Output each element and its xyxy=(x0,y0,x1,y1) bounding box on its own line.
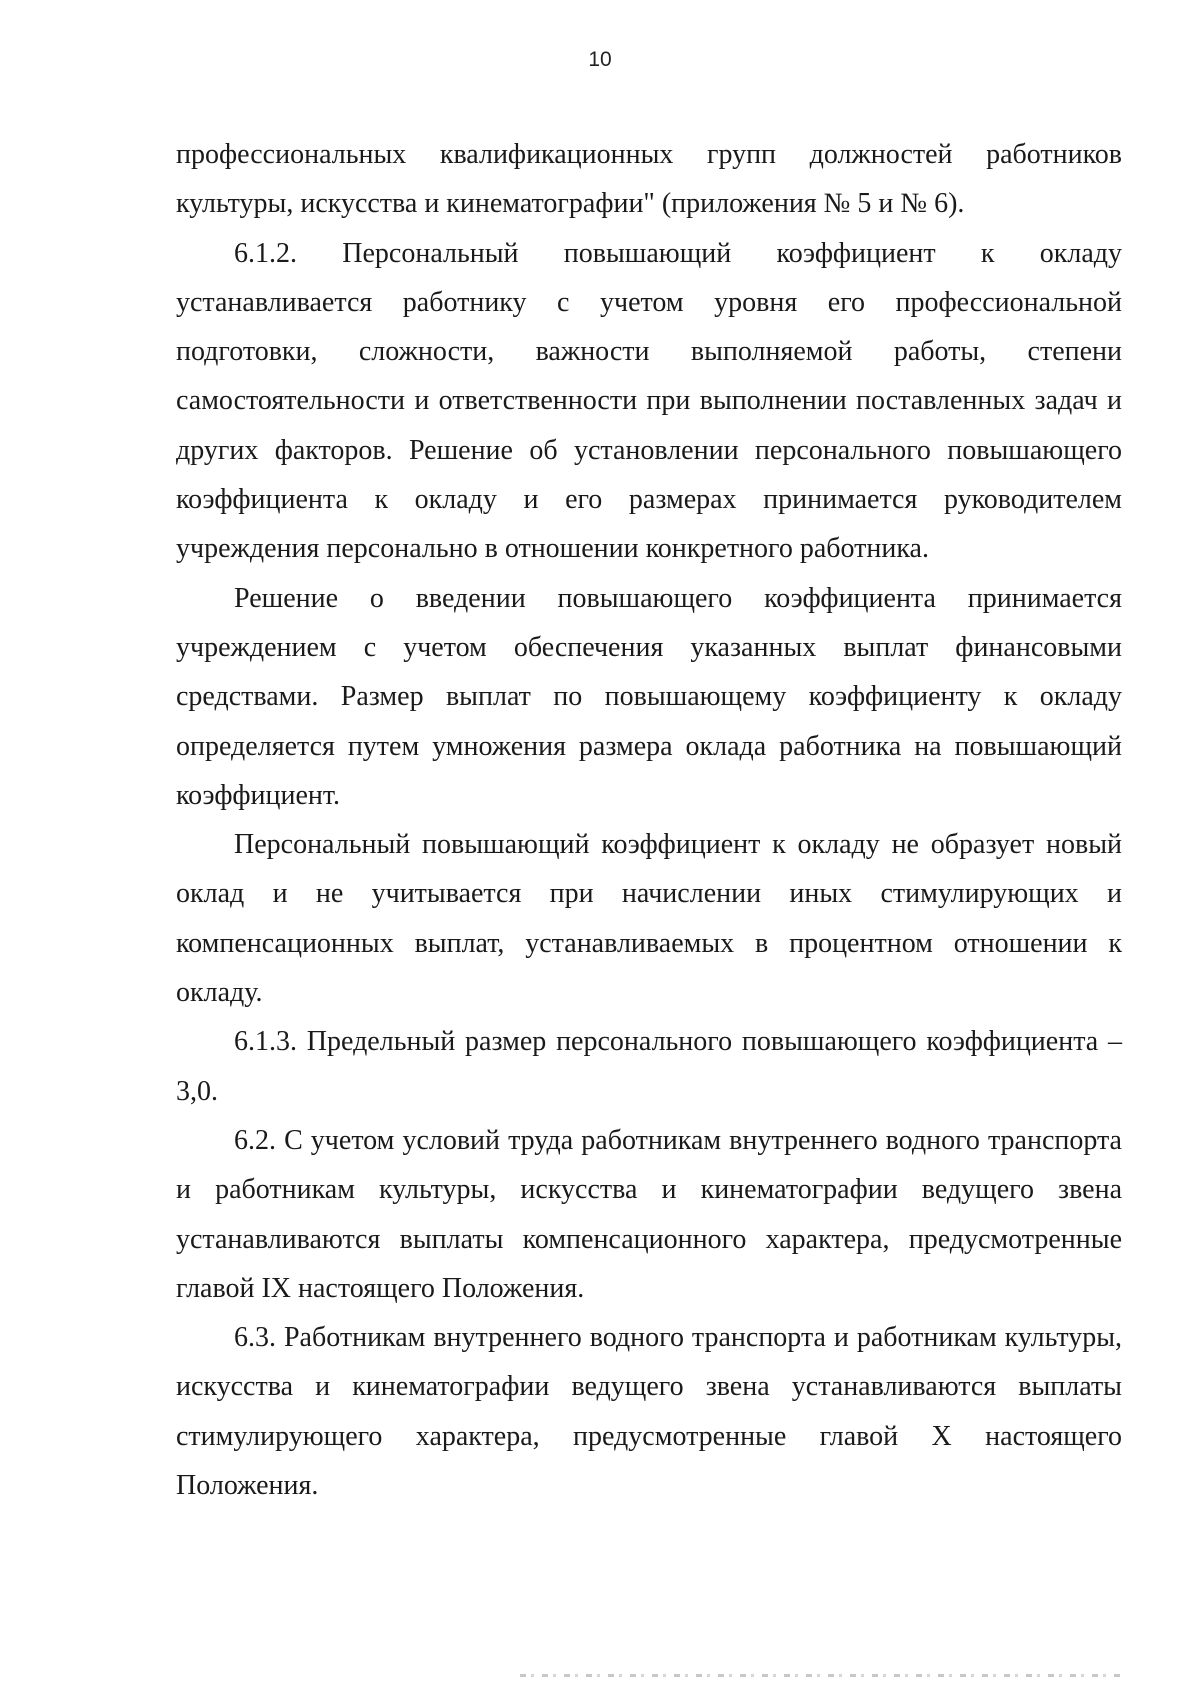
document-body xyxy=(176,130,1122,1510)
paragraph-coefficient-decision: Решение о введении повышающего коэффициента принимается учреждением с учетом обеспечения указанных выплат финансовыми средствами. Размер выплат по повышающему коэффициенту к окладу определяется путем умножения размера оклада работника на повышающий коэффициент. xyxy=(176,582,1122,811)
paragraph-6-2: 6.2. С учетом условий труда работникам внутреннего водного транспорта и работникам культуры, искусства и кинематографии ведущего звена устанавливаются выплаты компенсационного характера, предусмотренные главой IX настоящего Положения. xyxy=(176,1124,1122,1304)
page-number: 10 xyxy=(588,48,612,71)
paragraph-6-1-3: 6.1.3. Предельный размер персонального повышающего коэффициента – 3,0. xyxy=(176,1026,1122,1107)
paragraph-6-3: 6.3. Работникам внутреннего водного транспорта и работникам культуры, искусства и кинематографии ведущего звена устанавливаются выплаты стимулирующего характера, предусмотренные главой X настоящего Положения. xyxy=(176,1322,1122,1502)
paragraph-coefficient-note: Персональный повышающий коэффициент к окладу не образует новый оклад и не учитывается при начислении иных стимулирующих и компенсационных выплат, устанавливаемых в процентном отношении к окладу. xyxy=(176,829,1122,1009)
paragraph-6-1-2: 6.1.2. Персональный повышающий коэффициент к окладу устанавливается работнику с учетом уровня его профессиональной подготовки, сложности, важности выполняемой работы, степени самостоятельности и ответственности при выполнении поставленных задач и других факторов. Решение об установлении персонального повышающего коэффициента к окладу и его размерах принимается руководителем учреждения персонально в отношении конкретного работника. xyxy=(176,237,1122,565)
scan-artifact xyxy=(520,1674,1120,1677)
paragraph-continuation: профессиональных квалификационных групп должностей работников культуры, искусства и кинематографии" (приложения № 5 и № 6). xyxy=(176,139,1122,220)
